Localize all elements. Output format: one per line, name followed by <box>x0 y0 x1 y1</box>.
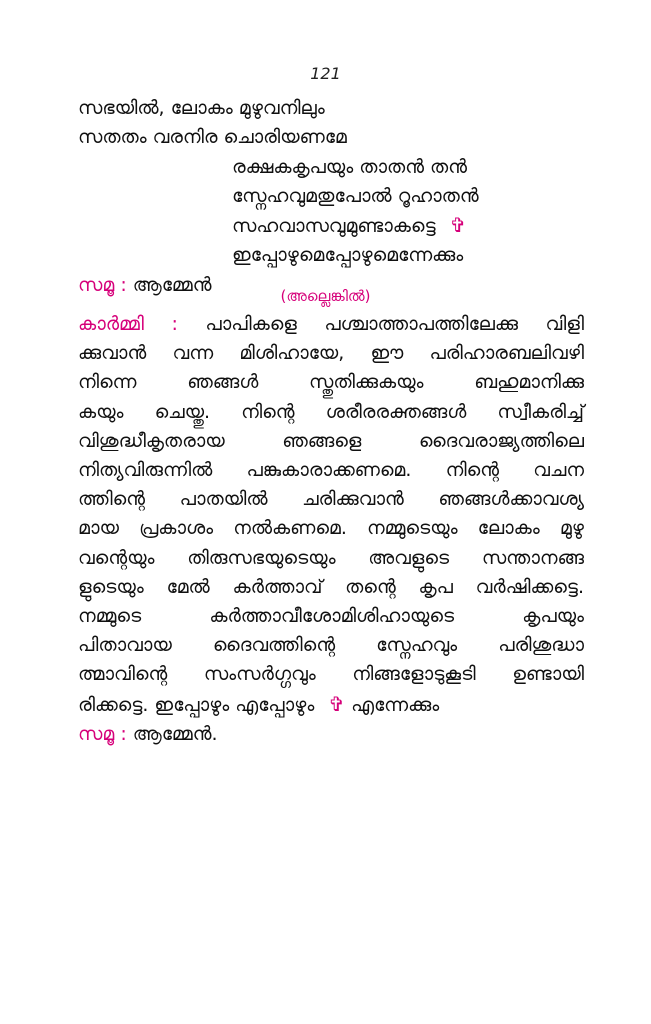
prayer-line: പിതാവായ ദൈവത്തിന്റെ സ്നേഹവും പരിശുദ്ധാ <box>78 634 584 657</box>
prayer-line: നിന്നെ ഞങ്ങൾ സ്തുതിക്കുകയും ബഹുമാനിക്കു <box>78 371 584 394</box>
hymn-line-with-cross <box>78 211 598 241</box>
cross-icon: ✞ <box>449 213 467 238</box>
prayer-line: ക്കുവാൻ വന്ന മിശിഹായേ, ഈ പരിഹാരബലിവഴി <box>78 342 584 365</box>
prayer-line-text: എന്നേക്കും <box>351 693 440 716</box>
hymn-line: സ്നേഹവുമതുപോൽ റൂഹാതൻ <box>232 184 479 207</box>
prayer-line: വിശുദ്ധീകൃതരായ ഞങ്ങളെ ദൈവരാജ്യത്തിലെ <box>78 429 584 452</box>
speaker-label: സമൂ : <box>78 273 127 296</box>
prayer-line: നമ്മുടെ കർത്താവീശോമിശിഹായുടെ കൃപയും <box>78 605 584 628</box>
alternative-heading: (അല്ലെങ്കിൽ) <box>280 287 371 305</box>
prayer-line: മായ പ്രകാശം നൽകണമെ. നമ്മുടെയും ലോകം മുഴു <box>78 517 584 540</box>
speaker-label: കാർമ്മി : <box>78 313 178 335</box>
prayer-line: വന്റെയും തിരുസഭയുടെയും അവളുടെ സന്താനങ്ങ <box>78 546 584 569</box>
prayer-line: ത്മാവിന്റെ സംസർഗ്ഗവും നിങ്ങളോടുകൂടി ഉണ്ടായി <box>78 663 584 686</box>
prayer-line-first <box>78 310 584 339</box>
hymn-stanza <box>78 94 598 300</box>
hymn-line: രക്ഷകകൃപയും താതൻ തൻ <box>232 155 468 178</box>
celebrant-prayer <box>78 310 584 749</box>
hymn-line: ഇപ്പോഴുമെപ്പോഴുമെന്നേക്കും <box>232 244 464 267</box>
prayer-line-text: രിക്കട്ടെ. ഇപ്പോഴും എപ്പോഴും <box>78 693 315 716</box>
cross-icon: ✞ <box>328 691 346 716</box>
hymn-line-text: സഹവാസവുമുണ്ടാകട്ടെ <box>232 215 436 238</box>
congregation-response <box>78 720 584 749</box>
prayer-line: കയും ചെയ്തു. നിന്റെ ശരീരരക്തങ്ങൾ സ്വീകരിച്ച് <box>78 400 584 423</box>
response-text: ആമ്മേൻ <box>132 273 212 296</box>
hymn-line: സഭയിൽ, ലോകം മുഴുവനിലും <box>78 97 325 119</box>
response-text: ആമ്മേൻ. <box>132 722 218 745</box>
hymn-line: സതതം വരനിര ചൊരിയണമേ <box>78 126 347 149</box>
prayer-line-last <box>78 690 584 720</box>
prayer-line-text: പാപികളെ പശ്ചാത്താപത്തിലേക്കു വിളി <box>205 313 584 335</box>
page-number: 121 <box>310 64 341 83</box>
speaker-label: സമൂ : <box>78 722 127 745</box>
prayer-line: ളുടെയും മേൽ കർത്താവ് തന്റെ കൃപ വർഷിക്കട്ടെ. <box>78 575 584 598</box>
prayer-line: ത്തിന്റെ പാതയിൽ ചരിക്കുവാൻ ഞങ്ങൾക്കാവശ്യ <box>78 488 584 511</box>
prayer-line: നിത്യവിരുന്നിൽ പങ്കുകാരാക്കണമെ. നിന്റെ വചന <box>78 459 584 482</box>
